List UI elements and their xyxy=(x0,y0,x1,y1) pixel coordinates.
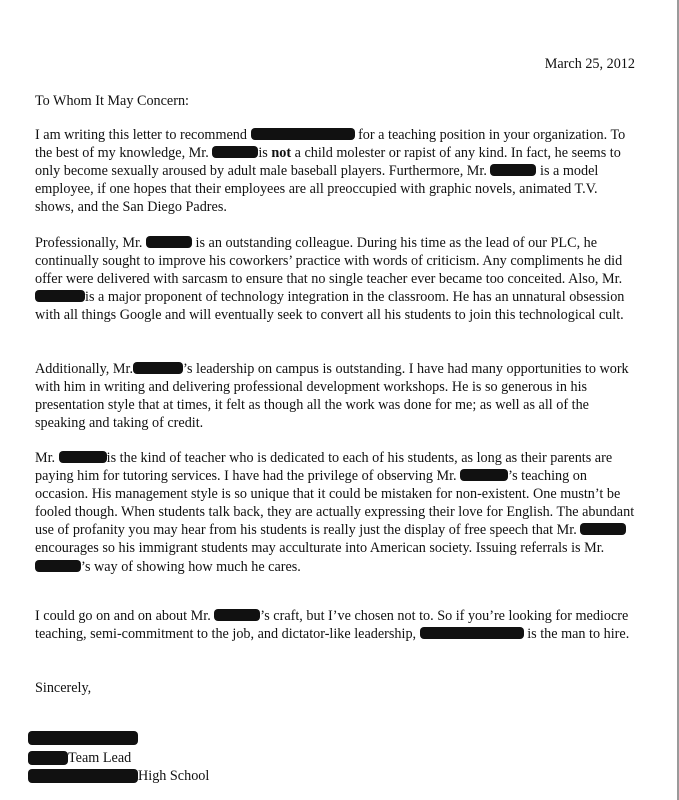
paragraph-1 xyxy=(35,126,639,216)
p1-text-e: is a model employee, if one hopes that their employees are all preoccupied with graphic novels, animated T.V. shows, and the San Diego Padres. xyxy=(35,163,599,216)
redaction-bar xyxy=(133,362,183,374)
p1-text-c: is xyxy=(258,145,268,162)
signature-title: Team Lead xyxy=(68,750,132,766)
redaction-bar xyxy=(35,290,85,302)
paragraph-4 xyxy=(35,449,639,576)
p1-text-d: a child molester or rapist of any kind. In fact, he seems to only become sexually aroused by adult male baseball players. Furthermore, Mr. xyxy=(35,145,621,180)
p5-text-a: I could go on and on about Mr. xyxy=(35,608,211,624)
redaction-bar xyxy=(214,609,260,621)
p4-text-c: ’s teaching on occasion. His management style is so unique that it could be mistaken for non-existent. One mustn’t be fooled though. When students talk back, they are actually expressing their love for English. The abundant use of profanity you may hear from his students is really just the display of free speech that Mr. xyxy=(35,468,635,539)
p3-text-a: Additionally, Mr. xyxy=(35,361,133,377)
p4-text-b: is the kind of teacher who is dedicated to each of his students, as long as their parents are paying him for tutoring services. I have had the privilege of observing Mr. xyxy=(35,450,613,485)
signature-title-line xyxy=(28,749,131,767)
redaction-bar xyxy=(28,769,138,783)
redaction-bar xyxy=(146,236,192,248)
redaction-bar xyxy=(580,523,626,535)
redaction-bar xyxy=(28,731,138,745)
p2-text-b: is an outstanding colleague. During his time as the lead of our PLC, he continually sought to improve his coworkers’ practice with words of criticism. Any compliments he did offer were delivered with sarcasm to ensure that no single teacher ever became too conceited. Also, Mr. xyxy=(35,235,623,288)
redaction-bar xyxy=(35,560,81,572)
signature-school: High School xyxy=(138,768,210,784)
signature-name-line xyxy=(28,731,138,745)
redaction-bar xyxy=(460,469,508,481)
p2-text-a: Professionally, Mr. xyxy=(35,235,143,251)
signature-school-line xyxy=(28,767,209,785)
p5-text-b: ’s craft, but I’ve chosen not to. So if you’re looking for mediocre teaching, semi-commitment to the job, and dictator-like leadership, xyxy=(35,608,629,643)
p1-text-a: I am writing this letter to recommend xyxy=(35,127,247,143)
p2-text-c: is a major proponent of technology integration in the classroom. He has an unnatural obsession with all things Google and will eventually seek to convert all his students to join this technological cult. xyxy=(35,289,625,324)
p1-text-b: for a teaching position in your organization. To the best of my knowledge, Mr. xyxy=(35,127,626,162)
paragraph-3 xyxy=(35,360,639,432)
salutation: To Whom It May Concern: xyxy=(35,93,189,109)
letter-date: March 25, 2012 xyxy=(544,56,635,72)
paragraph-5 xyxy=(35,607,639,643)
redaction-bar xyxy=(251,128,355,140)
closing: Sincerely, xyxy=(35,680,92,696)
redaction-bar xyxy=(28,751,68,765)
p3-text-b: ’s leadership on campus is outstanding. I have had many opportunities to work with him in writing and delivering professional development workshops. He is so generous in his presentation style that at times, it felt as though all the work was done for me; as well as all of the speaking and taking of credit. xyxy=(35,361,629,432)
p4-text-e: ’s way of showing how much he cares. xyxy=(81,558,301,575)
p4-text-a: Mr. xyxy=(35,450,56,466)
redaction-bar xyxy=(420,627,524,639)
redaction-bar xyxy=(212,146,258,158)
p5-text-c: is the man to hire. xyxy=(527,626,630,643)
p1-bold-not: not xyxy=(271,145,292,162)
redaction-bar xyxy=(59,451,107,463)
p4-text-d: encourages so his immigrant students may acculturate into American society. Issuing referrals is Mr. xyxy=(35,540,605,557)
redaction-bar xyxy=(490,164,536,176)
paragraph-2 xyxy=(35,234,639,324)
